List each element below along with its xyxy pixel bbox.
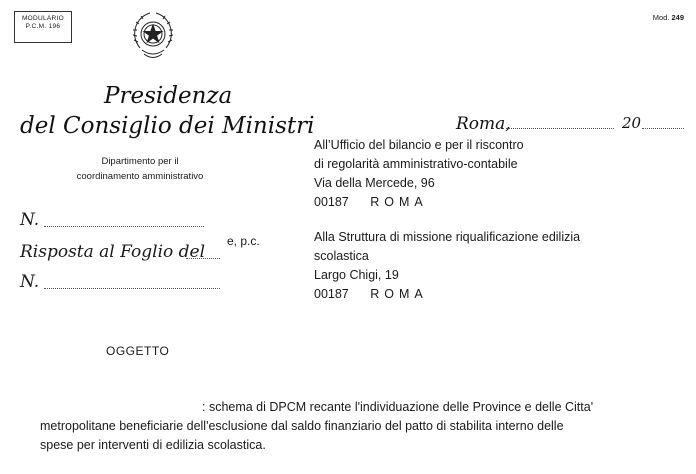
protocol-number-field[interactable] [44, 226, 204, 227]
recipient-1 [314, 136, 524, 212]
recipient-2-line-1: Alla Struttura di missione riqualificazione edilizia [314, 230, 581, 244]
recipient-2-city: ROMA [370, 287, 428, 301]
reply-number-label: N. [20, 272, 40, 292]
modulario-code: P.C.M. 196 [25, 23, 61, 30]
modulario-label: MODULARIO [21, 15, 65, 22]
recipient-1-line-1: All’Ufficio del bilancio e per il riscontro [314, 138, 524, 152]
subject-label: OGGETTO [106, 344, 170, 358]
recipient-1-cap: 00187 [314, 195, 349, 209]
subject-line-3: spese per interventi di edilizia scolastica. [40, 438, 266, 452]
protocol-number-label: N. [20, 210, 40, 230]
recipient-2 [314, 228, 580, 304]
date-day-month-field[interactable] [506, 128, 614, 129]
date-year-field[interactable] [642, 128, 684, 129]
form-number [653, 13, 684, 22]
date-year-prefix: 20 [622, 114, 642, 132]
date-city: Roma, [456, 114, 511, 134]
department-block [55, 154, 225, 184]
reply-date-field[interactable] [186, 258, 220, 259]
modulario-box [14, 11, 72, 43]
form-number-value: 249 [671, 13, 684, 22]
recipient-1-line-3: Via della Mercede, 96 [314, 176, 435, 190]
reply-to-label: Risposta al Foglio del [20, 242, 206, 262]
subject-line-2: metropolitane beneficiarie dell'esclusione dal saldo finanziario del patto di stabilita interno delle [40, 419, 564, 433]
department-line-2: coordinamento amministrativo [76, 171, 204, 182]
presidenza-title: Presidenza [104, 83, 233, 109]
reply-number-field[interactable] [44, 288, 220, 289]
recipient-2-cap: 00187 [314, 287, 349, 301]
subject-line-1: : schema di DPCM recante l'individuazione delle Province e delle Citta' [202, 400, 594, 414]
recipient-2-line-2: scolastica [314, 249, 369, 263]
department-line-1: Dipartimento per il [101, 156, 179, 167]
recipient-1-city-line [314, 193, 524, 212]
cc-label: e, p.c. [227, 234, 260, 248]
recipient-2-line-3: Largo Chigi, 19 [314, 268, 399, 282]
consiglio-title: del Consiglio dei Ministri [20, 113, 315, 139]
recipient-1-city: ROMA [370, 195, 428, 209]
italian-republic-emblem-icon [128, 8, 178, 68]
form-number-label: Mod. [652, 13, 670, 22]
recipient-1-line-2: di regolarità amministrativo-contabile [314, 157, 518, 171]
recipient-2-city-line [314, 285, 580, 304]
